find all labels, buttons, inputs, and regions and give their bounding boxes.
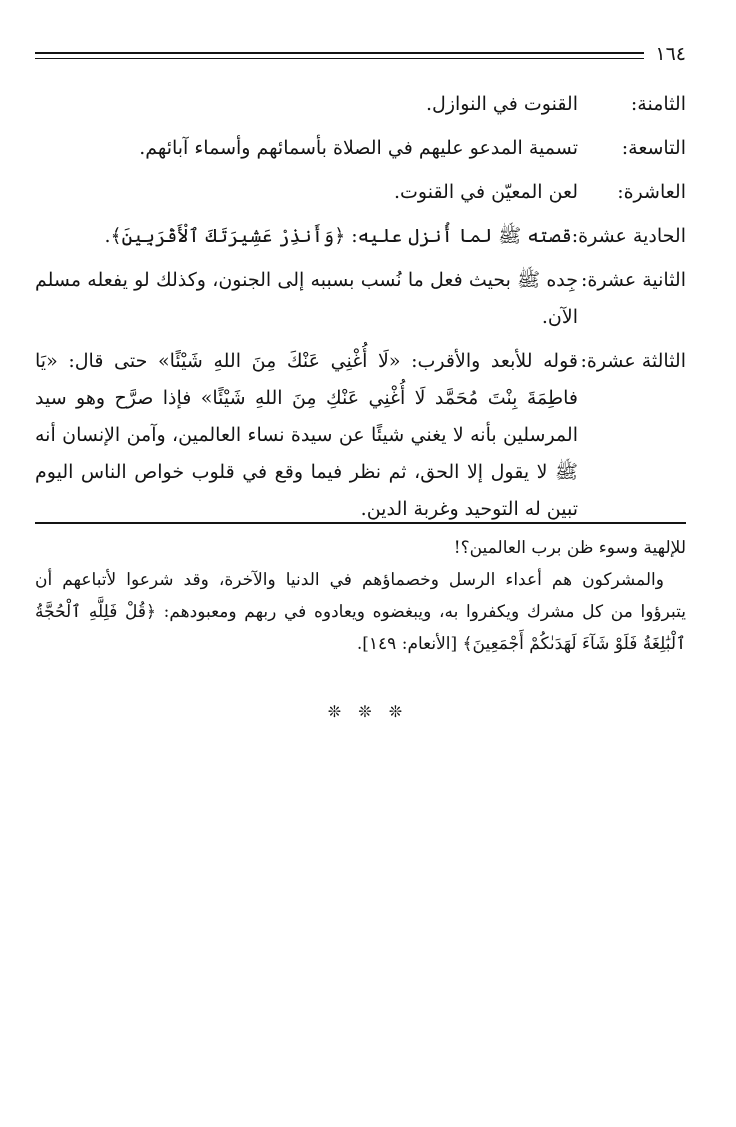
- point-text: قوله للأبعد والأقرب: «لَا أُغْنِي عَنْكَ مِنَ اللهِ شَيْئًا» حتى قال: «يَا فاطِمَةَ بِنْتَ مُحَمَّد لَا أُغْنِي عَنْكِ مِنَ اللهِ شَيْئًا» فإذا صرَّح وهو سيد المرسلين بأنه لا يغني شيئًا عن سيدة نساء العالمين، وآمن الإنسان أنه ﷺ لا يقول إلا الحق، ثم نظر فيما وقع في قلوب خواص الناس اليوم تبين له التوحيد وغربة الدين.: [35, 350, 578, 520]
- footnote: [35, 532, 686, 660]
- point-label: الثامنة:: [630, 93, 686, 115]
- footnote-paragraph: والمشركون هم أعداء الرسل وخصماؤهم في الدنيا والآخرة، وقد شرعوا لأتباعهم أن يتبرؤوا من كل مشرك ويكفروا به، ويبغضوه ويعادوه في ربهم ومعبودهم: ﴿قُلْ فَلِلَّهِ ٱلْحُجَّةُ ٱلْبَٰلِغَةُ فَلَوْ شَآءَ لَهَدَىٰكُمْ أَجْمَعِينَ﴾ [الأنعام: ١٤٩].: [35, 570, 686, 654]
- point-text: قصته ﷺ لما أُنزل عليه: ﴿وَأَنذِرْ عَشِيرَتَكَ ٱلْأَقْرَبِينَ﴾.: [104, 225, 572, 247]
- point-label: التاسعة:: [621, 137, 686, 159]
- footnote-divider: [35, 522, 686, 524]
- point-item: [35, 130, 686, 167]
- point-text: تسمية المدعو عليهم في الصلاة بأسمائهم وأسماء آبائهم.: [139, 137, 578, 159]
- points-list: [35, 86, 686, 535]
- point-text: القنوت في النوازل.: [425, 93, 578, 115]
- point-label: الثانية عشرة:: [581, 269, 686, 291]
- point-label: الثالثة عشرة:: [580, 350, 686, 372]
- point-item: [35, 174, 686, 211]
- section-separator: ❊ ❊ ❊: [327, 702, 409, 721]
- footnote-line: للإلهية وسوء ظن برب العالمين؟!: [453, 538, 686, 558]
- point-item: [35, 86, 686, 123]
- page-header: [35, 40, 686, 70]
- point-text: لعن المعيّن في القنوت.: [393, 181, 578, 203]
- point-item: [35, 262, 686, 336]
- point-label: الحادية عشرة:: [571, 225, 686, 247]
- point-item: [35, 343, 686, 528]
- page-number: ١٦٤: [655, 43, 686, 65]
- point-text: جِده ﷺ بحيث فعل ما نُسب بسببه إلى الجنون، وكذلك لو يفعله مسلم الآن.: [35, 269, 578, 328]
- point-item: [35, 218, 686, 255]
- header-rule: [35, 52, 644, 59]
- point-label: العاشرة:: [617, 181, 686, 203]
